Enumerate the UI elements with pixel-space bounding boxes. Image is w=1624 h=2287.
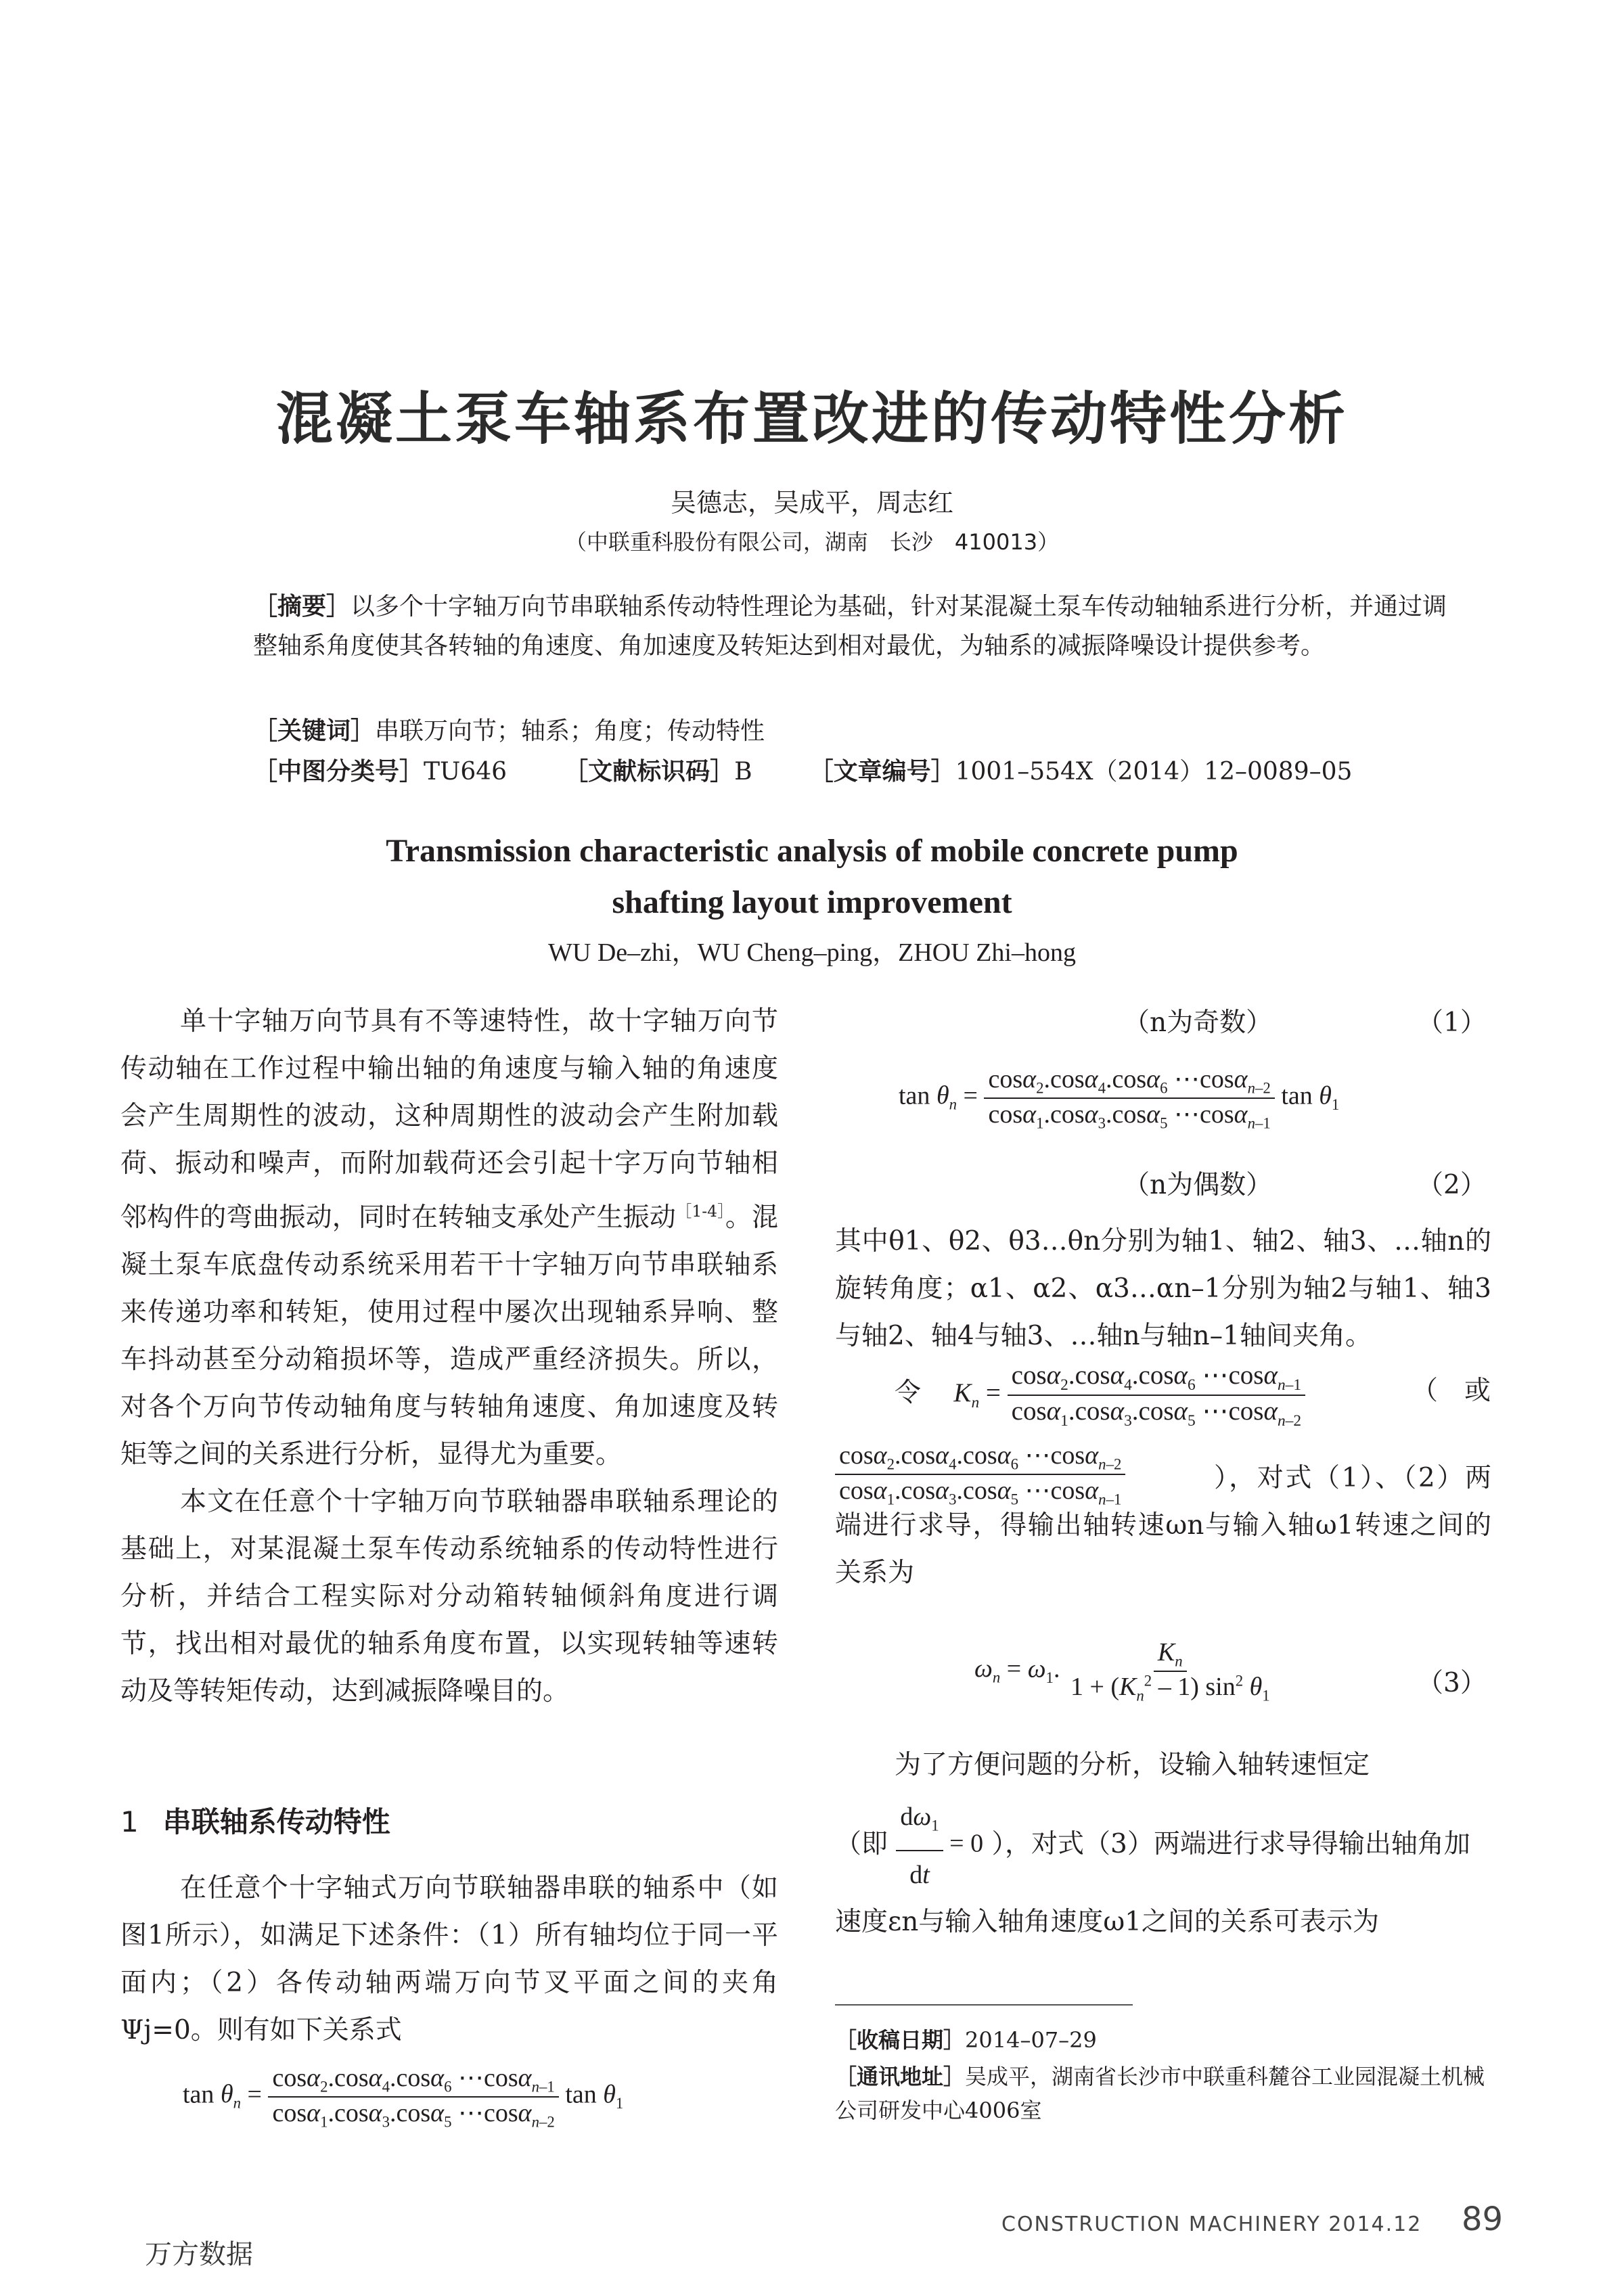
doc-code-field (564, 752, 752, 787)
intro-p1-text: 单十字轴万向节具有不等速特性，故十字轴万向节传动轴在工作过程中输出轴的角速度与输入轴的角速度会产生周期性的波动，这种周期性的波动会产生附加载荷、振动和噪声，而附加载荷还会引起十字万向节轴相邻构件的弯曲振动，同时在转轴支承处产生振动 (120, 1006, 778, 1233)
english-title-line-1: Transmission characteristic analysis of mobile concrete pump (386, 833, 1238, 869)
clc-tag: ［中图分类号］ (253, 758, 424, 786)
watermark: 万方数据 (145, 2239, 253, 2270)
eq2-number: （2） (1417, 1170, 1487, 1200)
english-title (0, 825, 1624, 928)
intro-paragraph-1 (120, 998, 778, 1478)
address-text: 吴成平，湖南省长沙市中联重科麓谷工业园混凝土机械公司研发中心4006室 (835, 2064, 1485, 2123)
footnote-rule (835, 2004, 1133, 2006)
clc-field (253, 752, 507, 787)
eq2-condition: （n为偶数） (1123, 1170, 1273, 1200)
article-no-value: 1001–554X（2014）12–0089–05 (955, 758, 1353, 786)
doc-code-value: B (734, 758, 752, 786)
huo-word: （ 或 (1412, 1376, 1491, 1406)
equation-3: $\omega_n = \omega_1$. $\frac{K_n}{1 + (K_n^2 - 1) \sin^2 \theta_1}$ (974, 1637, 1274, 1704)
d-omega-frac: $\frac{d\omega_1}{dt}$ (896, 1793, 943, 1899)
eq1-number: （1） (1417, 1007, 1487, 1038)
section-1-paragraph: 在任意个十字轴式万向节联轴器串联的轴系中（如图1所示），如满足下述条件：（1）所有轴均位于同一平面内；（2）各传动轴两端万向节叉平面之间的夹角Ψj=0。则有如下关系式 (120, 1873, 778, 2045)
right-paragraph-3-line-1: 为了方便问题的分析，设输入轴转速恒定 (895, 1750, 1370, 1780)
intro-paragraph-2: 本文在任意个十字轴万向节联轴器串联轴系理论的基础上，对某混凝土泵车传动系统轴系的传动特性进行分析，并结合工程实际对分动箱转轴倾斜角度进行调节，找出相对最优的轴系角度布置，以实现转轴等速转动及等转矩传动，达到减振降噪目的。 (120, 1487, 778, 1706)
equation-2: $\tan \theta_n$ = $\frac{\cos\alpha_2.\cos\alpha_4.\cos\alpha_6 \cdots\cos\alpha_{n-2}}{\cos\alpha_1.\cos\alpha_3.\cos\alpha_5 \cdots\cos\alpha_{n-1}}$ $\tan \theta_1$ (899, 1065, 1340, 1132)
kn-alt-frac: $\frac{\cos\alpha_2.\cos\alpha_4.\cos\alpha_6 \cdots\cos\alpha_{n-2}}{\cos\alpha_1.\cos\alpha_3.\cos\alpha_5 \cdots\cos\alpha_{n-1}}$ (835, 1440, 1125, 1508)
kn-fraction: $\frac{\cos\alpha_2.\cos\alpha_4.\cos\alpha_6 \cdots\cos\alpha_{n-1}}{\cos\alpha_1.\cos\alpha_3.\cos\alpha_5 \cdots\cos\alpha_{n-2}}$ (1008, 1360, 1305, 1430)
affiliation: （中联重科股份有限公司，湖南 长沙 410013） (564, 529, 1060, 555)
right-p2-text: ），对式（1）、（2）两端进行求导，得输出轴转速ωn与输入轴ω1转速之间的关系为 (835, 1463, 1491, 1588)
article-no-tag: ［文章编号］ (809, 758, 955, 786)
equation-1: $\tan \theta_n$ = $\frac{\cos\alpha_2.\cos\alpha_4.\cos\alpha_6 \cdots\cos\alpha_{n-1}}{\cos\alpha_1.\cos\alpha_3.\cos\alpha_5 \cdots\cos\alpha_{n-2}}$ $\tan \theta_1$ (183, 2064, 624, 2131)
eq2-fraction: $\frac{\cos\alpha_2.\cos\alpha_4.\cos\alpha_6 \cdots\cos\alpha_{n-2}}{\cos\alpha_1.\cos\alpha_3.\cos\alpha_5 \cdots\cos\alpha_{n-1}}$ (984, 1064, 1274, 1132)
received-tag: ［收稿日期］ (835, 2027, 966, 2053)
paper-title: 混凝土泵车轴系布置改进的传动特性分析 (275, 386, 1348, 452)
right-paragraph-1: 其中θ1、θ2、θ3…θn分别为轴1、轴2、轴3、…轴n的旋转角度；α1、α2、α3…αn–1分别为轴2与轴1、轴3与轴2、轴4与轴3、…轴n与轴n–1轴间夹角。 (835, 1226, 1491, 1351)
derivative-expression: $\frac{d\omega_1}{dt}$ = 0 (896, 1793, 983, 1899)
abstract-text: 以多个十字轴万向节串联轴系传动特性理论为基础，针对某混凝土泵车传动轴轴系进行分析，并通过调整轴系角度使其各转轴的角速度、角加速度及转矩达到相对最优，为轴系的减振降噪设计提供参考。 (253, 593, 1447, 660)
section-number: 1 (120, 1805, 139, 1838)
section-heading-1 (120, 1800, 390, 1840)
english-title-line-2: shafting layout improvement (612, 884, 1012, 920)
author-list: 吴德志，吴成平，周志红 (670, 488, 953, 518)
page-number: 89 (1462, 2200, 1504, 2238)
eq1-condition: （n为奇数） (1123, 1007, 1273, 1038)
section-title: 串联轴系传动特性 (162, 1805, 390, 1838)
intro-p1-rest: 。混凝土泵车底盘传动系统采用若干十字轴万向节串联轴系来传递功率和转矩，使用过程中屡次出现轴系异响、整车抖动甚至分动箱损坏等，造成严重经济损失。所以，对各个万向节传动轴角度与转轴角速度、角加速度及转矩等之间的关系进行分析，显得尤为重要。 (120, 1202, 778, 1470)
article-no-field (809, 752, 1353, 787)
abstract (177, 587, 1449, 666)
footnote-received (835, 2023, 1505, 2057)
clc-value: TU646 (424, 758, 508, 786)
citation: ［1-4］ (675, 1202, 725, 1221)
kn-definition: 令 $K_n$ = $\frac{\cos\alpha_2.\cos\alpha_4.\cos\alpha_6 \cdots\cos\alpha_{n-1}}{\cos\alpha_1.\cos\alpha_3.\cos\alpha_5 \cdots\cos\alpha_{n-2}}$ (835, 1360, 1305, 1430)
received-date: 2014–07–29 (965, 2027, 1097, 2053)
keywords-row (253, 712, 765, 751)
eq3-fraction: $\frac{K_n}{1 + (K_n^2 - 1) \sin^2 \theta_1}$ (1070, 1638, 1270, 1704)
journal-footer: CONSTRUCTION MACHINERY 2014.12 (1001, 2213, 1422, 2236)
right-paragraph-2 (835, 1455, 1491, 1597)
abstract-tag: ［摘要］ (253, 593, 351, 620)
keywords-text: 串联万向节；轴系；角度；传动特性 (375, 717, 765, 745)
keywords-tag: ［关键词］ (253, 717, 376, 745)
address-tag: ［通讯地址］ (835, 2064, 966, 2089)
footnote-address (835, 2060, 1505, 2127)
classification-row (253, 752, 1352, 787)
right-p3-text: ），对式（3）两端进行求导得输出轴角加速度εn与输入轴角速度ω1之间的关系可表示为 (835, 1828, 1470, 1937)
eq3-number: （3） (1417, 1668, 1487, 1698)
ji-word: （即 (835, 1828, 888, 1859)
english-authors: WU De–zhi，WU Cheng–ping，ZHOU Zhi–hong (548, 938, 1076, 967)
eq1-fraction: $\frac{\cos\alpha_2.\cos\alpha_4.\cos\alpha_6 \cdots\cos\alpha_{n-1}}{\cos\alpha_1.\cos\alpha_3.\cos\alpha_5 \cdots\cos\alpha_{n-2}}$ (268, 2062, 558, 2131)
doc-code-tag: ［文献标识码］ (564, 758, 735, 786)
ling-word: 令 (895, 1377, 922, 1408)
right-paragraph-3 (835, 1793, 1491, 1946)
left-column-intro (120, 998, 778, 1715)
section-1-body (120, 1865, 778, 2054)
